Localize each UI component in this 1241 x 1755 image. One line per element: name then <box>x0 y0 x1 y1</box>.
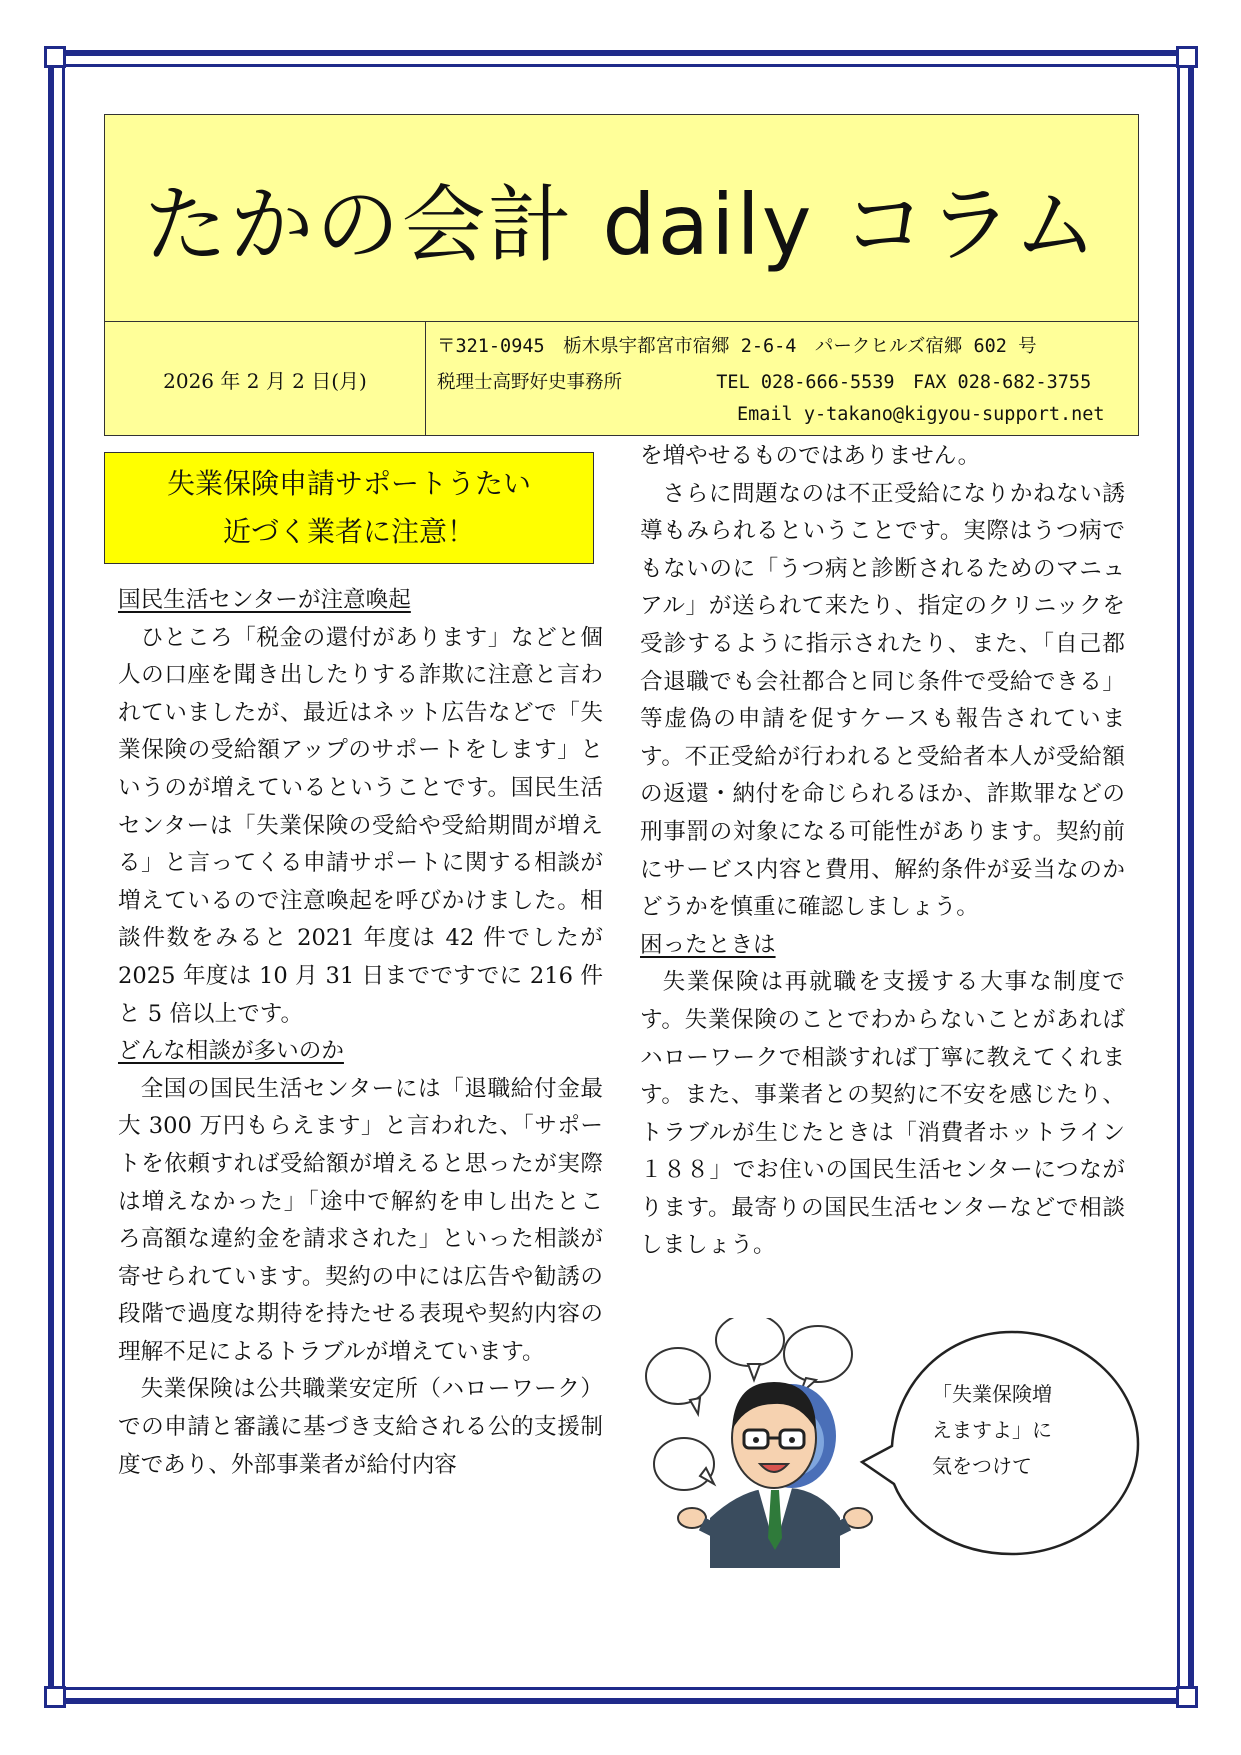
paragraph: 全国の国民生活センターには「退職給付金最大 300 万円もらえます」と言われた、「サポートを依頼すれば受給額が増えると思ったが実際は増えなかった」「途中で解約を申し出たところ高額な違約金を請求された」といった相談が寄せられています。契約の中には広告や勧誘の段階で過度な期待を持たせる表現や契約内容の理解不足によるトラブルが増えています。 <box>118 1075 603 1365</box>
bubble-line: えますよ」に <box>932 1418 1052 1442</box>
frame-corner <box>1176 1686 1198 1708</box>
article-column-right <box>640 438 1125 1265</box>
frame-corner <box>44 1686 66 1708</box>
section-heading: 国民生活センターが注意喚起 <box>118 587 411 613</box>
masthead <box>104 114 1139 436</box>
bubble-line: 「失業保険増 <box>932 1382 1052 1406</box>
section-heading: 困ったときは <box>640 931 776 958</box>
illustration <box>640 1318 1150 1568</box>
paragraph: ひところ「税金の還付があります」などと個人の口座を聞き出したりする詐欺に注意と言われていましたが、最近はネット広告などで「失業保険の受給額アップのサポートをします」というのが増えているということです。国民生活センターは「失業保険の受給や受給期間が増える」と言ってくる申請サポートに関する相談が増えているので注意喚起を呼びかけました。相談件数をみると 2021 年度は 42 件でしたが 2025 年度は 10 月 31 日までですでに 216 件と 5 倍以上です。 <box>118 624 603 1027</box>
section-heading: どんな相談が多いのか <box>118 1038 344 1065</box>
frame-corner <box>1176 46 1198 68</box>
speech-bubble-text <box>932 1376 1082 1484</box>
article-headline <box>104 452 594 564</box>
office-email: Email y-takano@kigyou-support.net <box>737 404 1105 425</box>
office-name-line <box>437 368 1091 394</box>
article-column-left <box>118 582 603 1484</box>
office-name: 税理士高野好史事務所 <box>437 372 623 393</box>
office-contact <box>437 322 1138 436</box>
paragraph: 失業保険は公共職業安定所（ハローワーク）での申請と審議に基づき支給される公的支援制度であり、外部事業者が給付内容 <box>118 1376 603 1478</box>
headline-line-2: 近づく業者に注意！ <box>222 515 475 548</box>
bubble-line: 気をつけて <box>932 1454 1032 1478</box>
frame-corner <box>44 46 66 68</box>
masthead-info-row <box>105 321 1138 436</box>
issue-date: 2026 年 2 月 2 日(月) <box>105 322 426 436</box>
paragraph: 失業保険は再就職を支援する大事な制度です。失業保険のことでわからないことがあればハローワークで相談すれば丁寧に教えてくれます。また、事業者との契約に不安を感じたり、トラブルが生じたときは「消費者ホットライン１８８」でお住いの国民生活センターにつながります。最寄りの国民生活センターなどで相談しましょう。 <box>640 969 1125 1259</box>
office-address: 〒321-0945 栃木県宇都宮市宿郷 2-6-4 パークヒルズ宿郷 602 号 <box>437 336 1037 357</box>
newsletter-title: たかの会計 daily コラム <box>143 175 1100 274</box>
paragraph: さらに問題なのは不正受給になりかねない誘導もみられるということです。実際はうつ病でもないのに「うつ病と診断されるためのマニュアル」が送られて来たり、指定のクリニックを受診するように指示されたり、また、「自己都合退職でも会社都合と同じ条件で受給できる」等虚偽の申請を促すケースも報告されています。不正受給が行われると受給者本人が受給額の返還・納付を命じられるほか、詐欺罪などの刑事罰の対象になる可能性があります。契約前にサービス内容と費用、解約条件が妥当なのかどうかを慎重に確認しましょう。 <box>640 480 1125 921</box>
office-tel-fax: TEL 028-666-5539 FAX 028-682-3755 <box>716 372 1092 393</box>
paragraph-continued: を増やせるものではありません。 <box>640 443 981 469</box>
headline-line-1: 失業保険申請サポートうたい <box>166 467 531 500</box>
